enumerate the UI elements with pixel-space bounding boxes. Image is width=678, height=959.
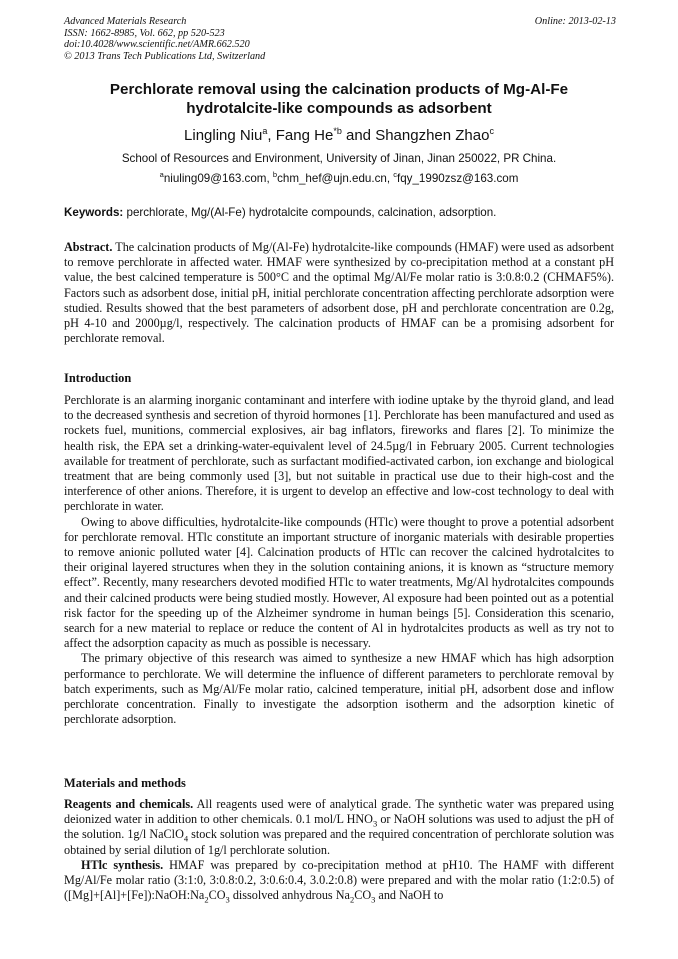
author-separator: and xyxy=(341,127,376,144)
keywords-line xyxy=(64,206,496,219)
affiliation: School of Resources and Environment, University of Jinan, Jinan 250022, PR China. xyxy=(121,152,557,165)
author-emails xyxy=(64,170,614,185)
reagents-text: All reagents used were of analytical grade. The synthetic water was prepared using deionized water in addition to other chemicals. 0.1 mol/L HNO xyxy=(64,797,614,827)
intro-paragraph-3: The primary objective of this research was aimed to synthesize a new HMAF which has high adsorption performance to perchlorate. We will determine the influence of different parameters to perchlorate removal by batch experiments, such as Mg/Al/Fe molar ratio, calcined temperature, initial pH, adsorbent dose and inflow perchlorate concentration. Finally to investigate the adsorption isotherm and the adsorption kinetic of perchlorate adsorption. xyxy=(64,651,614,727)
htlc-text: dissolved anhydrous Na xyxy=(229,888,350,903)
keywords-label: Keywords: xyxy=(64,206,124,219)
title-line-2: hydrotalcite-like compounds as adsorbent xyxy=(186,100,492,117)
email-b-mark: b xyxy=(272,170,278,179)
journal-header xyxy=(64,16,265,62)
reagents-paragraph xyxy=(64,797,614,858)
doi-line: doi:10.4028/www.scientific.net/AMR.662.520 xyxy=(64,39,250,51)
title-line-1: Perchlorate removal using the calcination products of Mg-Al-Fe xyxy=(109,81,569,98)
abstract-paragraph xyxy=(64,240,614,346)
reagents-label: Reagents and chemicals. xyxy=(64,797,194,811)
online-date: Online: 2013-02-13 xyxy=(534,16,616,27)
subscript: 3 xyxy=(372,818,378,829)
copyright-line: © 2013 Trans Tech Publications Ltd, Switzerland xyxy=(64,50,266,62)
introduction-section xyxy=(64,393,614,727)
email-a-mark: a xyxy=(159,170,164,179)
subscript: 3 xyxy=(371,894,376,905)
author-3-mark: c xyxy=(489,126,494,136)
author-list xyxy=(64,122,614,145)
email-c: fqy_1990zsz@163.com xyxy=(397,171,519,185)
htlc-text: CO xyxy=(208,888,226,903)
htlc-paragraph xyxy=(64,858,614,904)
subscript: 3 xyxy=(225,894,230,905)
introduction-heading: Introduction xyxy=(64,371,132,385)
author-separator: , xyxy=(267,127,276,144)
subscript: 2 xyxy=(349,894,355,905)
methods-heading: Materials and methods xyxy=(64,776,186,790)
email-a: niuling09@163.com, xyxy=(163,171,273,185)
abstract-label: Abstract. xyxy=(64,240,113,254)
keywords-text: perchlorate, Mg/(Al-Fe) hydrotalcite compounds, calcination, adsorption. xyxy=(123,206,497,219)
subscript: 4 xyxy=(183,833,189,844)
subscript: 2 xyxy=(204,894,209,905)
htlc-text: and NaOH to xyxy=(375,888,444,903)
issn-line: ISSN: 1662-8985, Vol. 662, pp 520-523 xyxy=(64,27,225,39)
htlc-text: CO xyxy=(354,888,372,903)
author-2-mark: *b xyxy=(333,126,342,136)
author-3: Shangzhen Zhao xyxy=(375,127,490,144)
author-2: Fang He xyxy=(275,127,334,144)
abstract-section xyxy=(64,240,614,346)
email-b: chm_hef@ujn.edu.cn, xyxy=(277,171,394,185)
author-1: Lingling Niu xyxy=(184,127,263,144)
abstract-text: The calcination products of Mg/(Al-Fe) hydrotalcite-like compounds (HMAF) were used as adsorbent to remove perchlorate in affected water. HMAF were synthesized by co-precipitation method at a constant pH value, the best calcined temperature is 500°C and the optimal Mg/Al/Fe molar ratio is 3:0.8:0.2 (CHMAF5%). Factors such as adsorbent dose, initial pH, initial perchlorate concentration affecting perchlorate adsorption were studied. Results showed that the best parameters of adsorbent dose, pH and perchlorate concentration are 0.2g, pH 4-10 and 2000µg/l, respectively. The calcination products of HMAF can be a promising adsorbent for perchlorate removal. xyxy=(64,240,614,346)
reagents-text: or NaOH solutions was used to adjust the pH of the solution. 1g/l NaClO xyxy=(64,812,614,842)
paper-title xyxy=(64,80,614,118)
htlc-label: HTlc synthesis. xyxy=(81,857,164,872)
methods-section xyxy=(64,797,614,903)
intro-paragraph-1: Perchlorate is an alarming inorganic contaminant and interfere with iodine uptake by the thyroid gland, and lead to the decreased synthesis and secretion of thyroid hormones [1]. Perchlorate has been manufactured and used as rockets fuel, munitions, commercial explosives, air bag inflators, fireworks and flares [2]. To minimize the health risk, the EPA set a drinking-water-equivalent level of 24.5µg/l in February 2005. Current technologies available for treatment of perchlorate, such as surfactant modified-activated carbon, ion exchange and biological treatment that are being commonly used [3], but not suitable in practical use due to their high-cost and the interference of other anions. Therefore, it is urgent to develop an effective and low-cost technology to deal with perchlorate in water. xyxy=(64,393,614,514)
journal-name: Advanced Materials Research xyxy=(64,16,187,27)
intro-paragraph-2: Owing to above difficulties, hydrotalcite-like compounds (HTlc) were thought to prove a potential adsorbent for perchlorate removal. HTlc constitute an important structure of inorganic materials with desirable properties to remove anionic polluted water [4]. Calcination products of HTlc can recover the calcined hydrotalcites to their original layered structures when they in the solution containing anions, it is known as “structure memory effect”. Recently, many researchers devoted modified HTlc to water treatments, Mg/Al hydrotalcites compounds and their calcined products were being studied mostly. However, Al exposure had been pointed out as a potential risk factor for the speeding up of the Alzheimer syndrome in human beings [5]. Consideration this scenario, search for a new material to replace or reduce the content of Al in hydrotalcites products as well as try not to affect the adsorption capacity as much as possible is necessary. xyxy=(64,514,614,651)
email-c-mark: c xyxy=(393,170,398,179)
reagents-text: stock solution was prepared and the required concentration of perchlorate solution was obtained by serial dilution of 1g/l perchlorate solution. xyxy=(64,827,614,857)
htlc-text: HMAF was prepared by co-precipitation method at pH10. The HAMF with different Mg/Al/Fe molar ratio (3:1:0, 3:0.8:0.2, 3:0.6:0.4, 3.0.2:0.8) were prepared and with the molar ratio (1:2:0.5) of ([Mg]+[Al]+[Fe]):NaOH:Na xyxy=(64,857,614,903)
author-1-mark: a xyxy=(262,126,268,136)
